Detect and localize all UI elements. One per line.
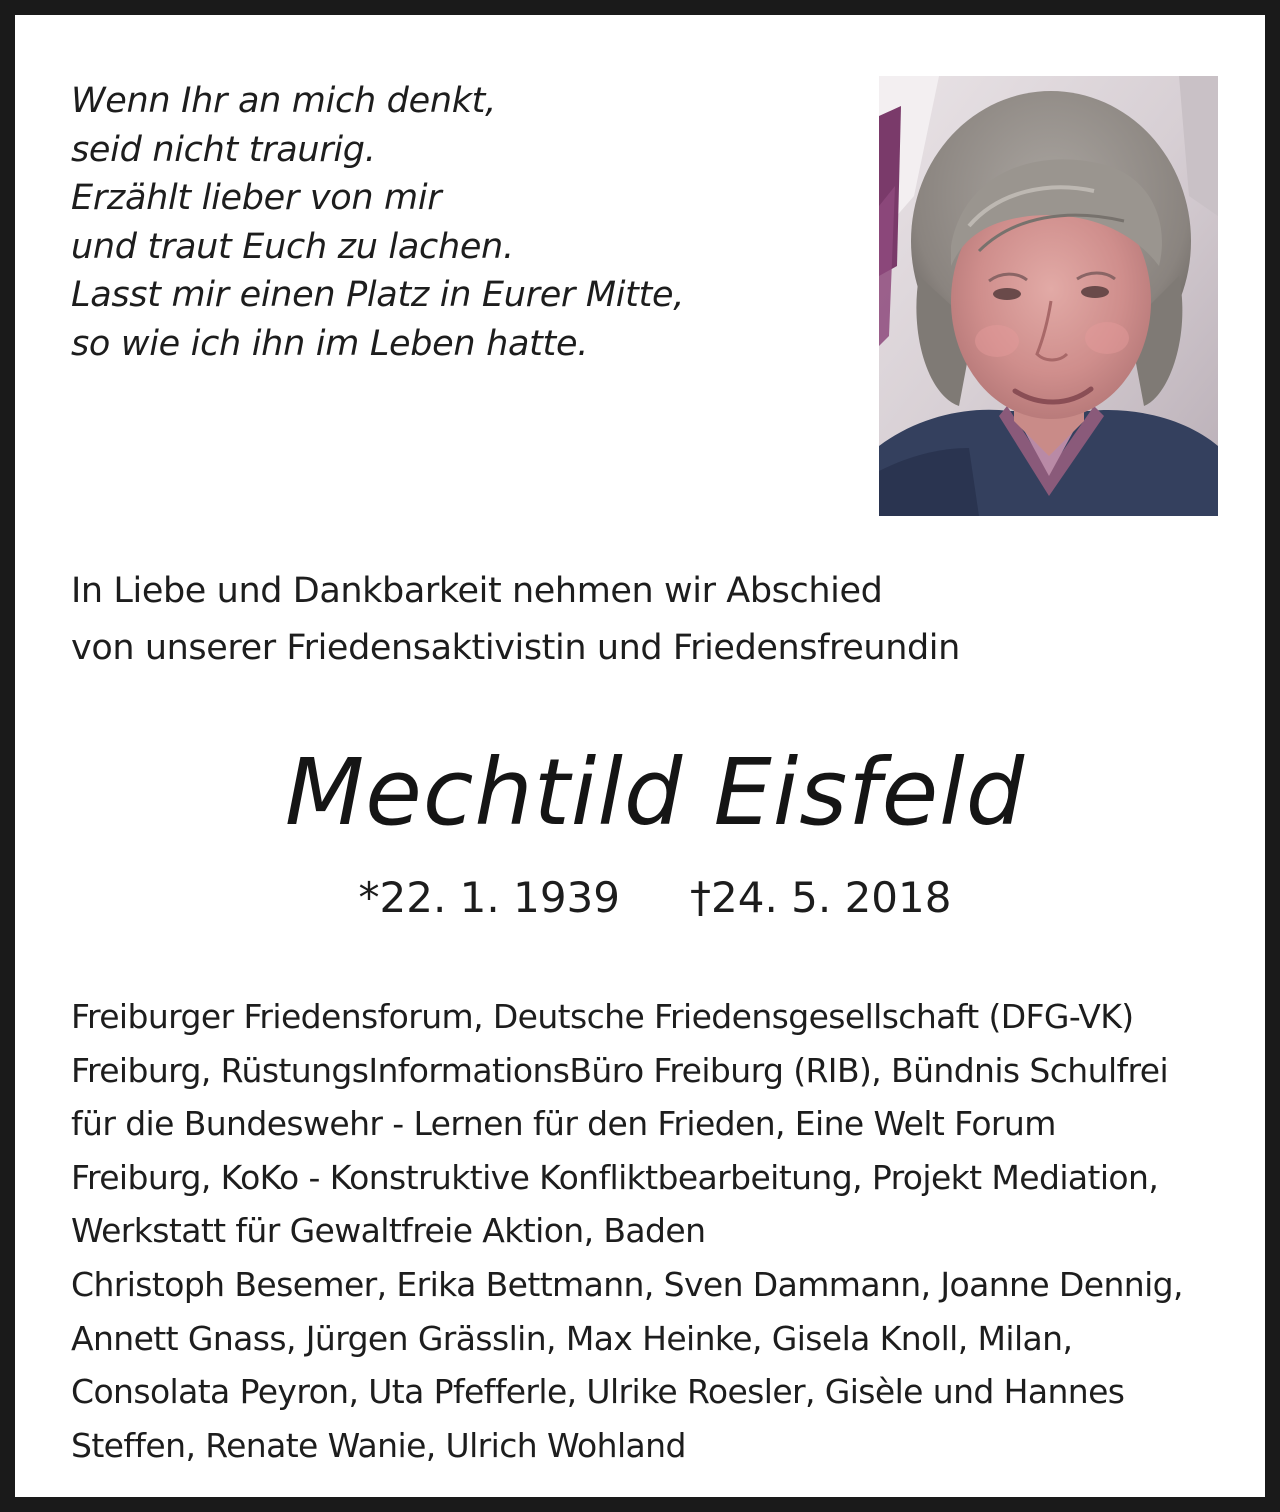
mourners-line: Consolata Peyron, Uta Pfefferle, Ulrike Roesler, Gisèle und Hannes (71, 1372, 1125, 1412)
poem-line: Lasst mir einen Platz in Eurer Mitte, (71, 275, 685, 315)
farewell-intro (71, 563, 1221, 677)
poem-line: und traut Euch zu lachen. (71, 226, 514, 267)
birth-date: *22. 1. 1939 (358, 873, 620, 922)
mourners-line: Annett Gnass, Jürgen Grässlin, Max Heinke, Gisela Knoll, Milan, (71, 1318, 1073, 1358)
mourners-list (71, 990, 1251, 1472)
portrait-photo (879, 76, 1218, 516)
mourners-line: Steffen, Renate Wanie, Ulrich Wohland (71, 1425, 686, 1465)
poem (71, 77, 851, 368)
mourners-line: für die Bundeswehr - Lernen für den Frieden, Eine Welt Forum (71, 1104, 1056, 1144)
deceased-name: Mechtild Eisfeld (284, 739, 1026, 846)
mourners-line: Freiburg, KoKo - Konstruktive Konfliktbearbeitung, Projekt Mediation, (71, 1157, 1159, 1197)
life-dates (15, 870, 1280, 926)
death-date: †24. 5. 2018 (690, 873, 952, 922)
mourners-line: Freiburg, RüstungsInformationsBüro Freiburg (RIB), Bündnis Schulfrei (71, 1050, 1169, 1090)
intro-line: In Liebe und Dankbarkeit nehmen wir Abschied (71, 571, 883, 611)
mourners-line: Werkstatt für Gewaltfreie Aktion, Baden (71, 1211, 706, 1251)
poem-line: so wie ich ihn im Leben hatte. (71, 323, 589, 364)
mourners-line: Christoph Besemer, Erika Bettmann, Sven Dammann, Joanne Dennig, (71, 1264, 1183, 1304)
poem-line: Wenn Ihr an mich denkt, (71, 81, 496, 121)
mourners-line: Freiburger Friedensforum, Deutsche Friedensgesellschaft (DFG-VK) (71, 997, 1134, 1036)
intro-line: von unserer Friedensaktivistin und Friedensfreundin (71, 628, 960, 668)
poem-line: seid nicht traurig. (71, 129, 376, 170)
poem-line: Erzählt lieber von mir (71, 178, 442, 218)
